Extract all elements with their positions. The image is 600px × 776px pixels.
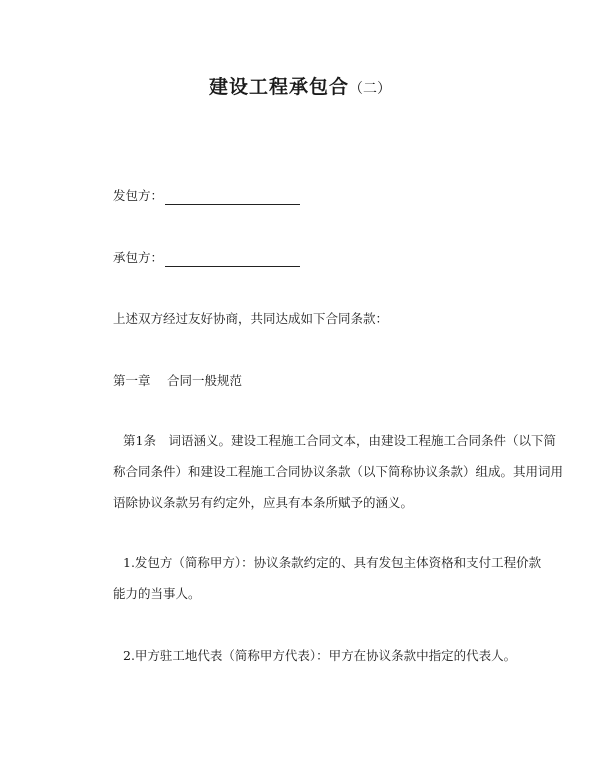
- item-1-line: 1.发包方（简称甲方）：协议条款约定的、具有发包主体资格和支付工程价款: [123, 555, 542, 570]
- title-text: 建设工程承包合: [208, 76, 349, 98]
- chapter-heading: 第一章 合同一般规范: [113, 373, 242, 388]
- page-title: [0, 72, 600, 99]
- contractor-blank-field: [165, 248, 300, 267]
- employer-line: [113, 186, 300, 206]
- employer-label: 发包方：: [113, 188, 164, 203]
- clause-1-line: 语除协议条款另有约定外，应具有本条所赋予的涵义。: [113, 495, 414, 510]
- item-2-line: 2.甲方驻工地代表（简称甲方代表）：甲方在协议条款中指定的代表人。: [123, 648, 517, 663]
- clause-1-line: 称合同条件）和建设工程施工合同协议条款（以下简称协议条款）组成。其用词用: [113, 464, 564, 479]
- intro-paragraph: 上述双方经过友好协商，共同达成如下合同条款：: [113, 311, 389, 326]
- clause-1-line: 第1条 词语涵义。建设工程施工合同文本，由建设工程施工合同条件（以下简: [123, 433, 556, 448]
- employer-blank-field: [165, 186, 300, 205]
- title-suffix: （二）: [349, 81, 391, 97]
- item-1-line: 能力的当事人。: [113, 586, 201, 601]
- contractor-line: [113, 248, 300, 268]
- contractor-label: 承包方：: [113, 250, 164, 265]
